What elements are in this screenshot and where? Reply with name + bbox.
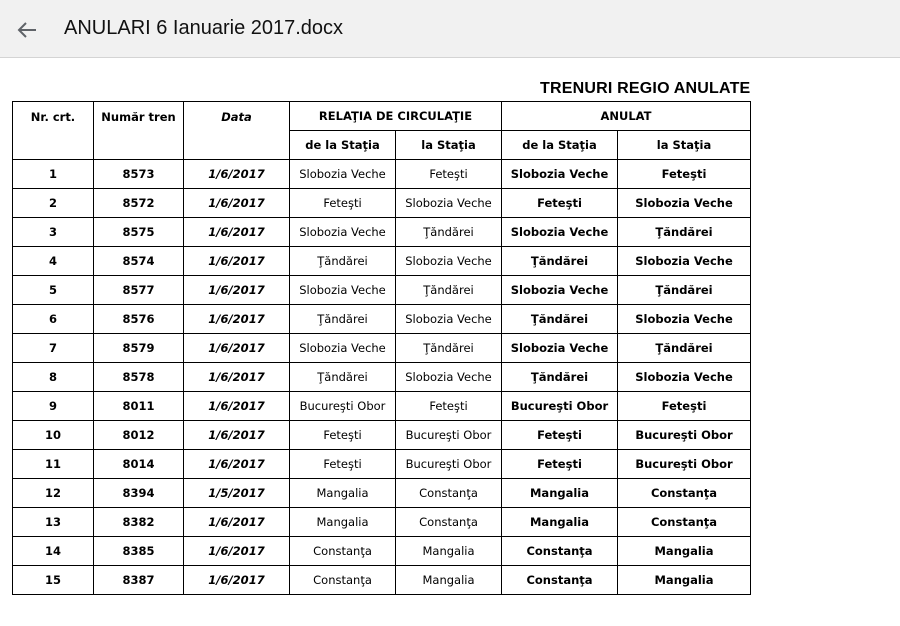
table-row <box>13 479 751 508</box>
table-body <box>13 160 751 595</box>
cell-de-la-statia: Feteşti <box>290 421 396 450</box>
cell-nr-crt: 15 <box>13 566 94 595</box>
cell-de-la-statia: Mangalia <box>290 508 396 537</box>
cell-data: 1/6/2017 <box>184 305 290 334</box>
cell-anulat-la-statia: Slobozia Veche <box>618 363 751 392</box>
header-anulat-la-statia: la Staţia <box>618 131 751 160</box>
table-row <box>13 566 751 595</box>
cell-nr-crt: 10 <box>13 421 94 450</box>
top-bar <box>0 0 900 58</box>
cell-anulat-la-statia: Ţăndărei <box>618 334 751 363</box>
cell-de-la-statia: Feteşti <box>290 450 396 479</box>
cell-anulat-la-statia: Bucureşti Obor <box>618 421 751 450</box>
table-row <box>13 334 751 363</box>
cell-anulat-de-la-statia: Ţăndărei <box>502 363 618 392</box>
cell-anulat-la-statia: Mangalia <box>618 537 751 566</box>
cell-numar-tren: 8394 <box>94 479 184 508</box>
cell-data: 1/6/2017 <box>184 421 290 450</box>
cell-de-la-statia: Slobozia Veche <box>290 218 396 247</box>
cell-numar-tren: 8577 <box>94 276 184 305</box>
cell-la-statia: Mangalia <box>396 537 502 566</box>
cell-nr-crt: 14 <box>13 537 94 566</box>
cell-de-la-statia: Slobozia Veche <box>290 276 396 305</box>
cell-anulat-la-statia: Slobozia Veche <box>618 247 751 276</box>
cell-la-statia: Bucureşti Obor <box>396 421 502 450</box>
header-de-la-statia: de la Staţia <box>290 131 396 160</box>
cell-de-la-statia: Slobozia Veche <box>290 334 396 363</box>
cell-la-statia: Slobozia Veche <box>396 363 502 392</box>
cell-data: 1/6/2017 <box>184 450 290 479</box>
cell-anulat-la-statia: Slobozia Veche <box>618 305 751 334</box>
cell-numar-tren: 8012 <box>94 421 184 450</box>
cell-anulat-la-statia: Slobozia Veche <box>618 189 751 218</box>
cell-la-statia: Bucureşti Obor <box>396 450 502 479</box>
cell-data: 1/6/2017 <box>184 537 290 566</box>
cell-nr-crt: 1 <box>13 160 94 189</box>
table-row <box>13 508 751 537</box>
table-row <box>13 305 751 334</box>
cell-data: 1/6/2017 <box>184 392 290 421</box>
cell-numar-tren: 8387 <box>94 566 184 595</box>
cell-de-la-statia: Mangalia <box>290 479 396 508</box>
table-row <box>13 218 751 247</box>
header-anulat: ANULAT <box>502 102 751 131</box>
back-button[interactable] <box>14 17 42 43</box>
cell-nr-crt: 11 <box>13 450 94 479</box>
cell-numar-tren: 8011 <box>94 392 184 421</box>
cell-anulat-de-la-statia: Feteşti <box>502 189 618 218</box>
cell-nr-crt: 5 <box>13 276 94 305</box>
cell-numar-tren: 8014 <box>94 450 184 479</box>
cell-data: 1/6/2017 <box>184 247 290 276</box>
cell-nr-crt: 7 <box>13 334 94 363</box>
cell-la-statia: Slobozia Veche <box>396 305 502 334</box>
cell-la-statia: Constanţa <box>396 508 502 537</box>
table-row <box>13 247 751 276</box>
document-heading: TRENURI REGIO ANULATE <box>540 80 751 97</box>
table-row <box>13 450 751 479</box>
cell-nr-crt: 8 <box>13 363 94 392</box>
cell-anulat-la-statia: Constanţa <box>618 479 751 508</box>
cell-la-statia: Ţăndărei <box>396 276 502 305</box>
cell-anulat-de-la-statia: Constanţa <box>502 537 618 566</box>
cell-nr-crt: 6 <box>13 305 94 334</box>
document-title: ANULARI 6 Ianuarie 2017.docx <box>64 17 344 39</box>
cell-la-statia: Constanţa <box>396 479 502 508</box>
cell-la-statia: Ţăndărei <box>396 334 502 363</box>
cell-data: 1/6/2017 <box>184 334 290 363</box>
cell-nr-crt: 4 <box>13 247 94 276</box>
cell-de-la-statia: Ţăndărei <box>290 247 396 276</box>
cell-numar-tren: 8573 <box>94 160 184 189</box>
cell-anulat-la-statia: Constanţa <box>618 508 751 537</box>
cell-nr-crt: 3 <box>13 218 94 247</box>
cell-nr-crt: 9 <box>13 392 94 421</box>
cell-data: 1/5/2017 <box>184 479 290 508</box>
cell-numar-tren: 8575 <box>94 218 184 247</box>
cell-numar-tren: 8382 <box>94 508 184 537</box>
cell-anulat-de-la-statia: Feteşti <box>502 421 618 450</box>
table-row <box>13 189 751 218</box>
cell-anulat-de-la-statia: Mangalia <box>502 479 618 508</box>
table-row <box>13 363 751 392</box>
cell-anulat-la-statia: Mangalia <box>618 566 751 595</box>
cell-anulat-de-la-statia: Slobozia Veche <box>502 334 618 363</box>
cell-de-la-statia: Feteşti <box>290 189 396 218</box>
cell-numar-tren: 8385 <box>94 537 184 566</box>
cell-data: 1/6/2017 <box>184 160 290 189</box>
cell-anulat-de-la-statia: Slobozia Veche <box>502 160 618 189</box>
cell-anulat-la-statia: Bucureşti Obor <box>618 450 751 479</box>
cell-data: 1/6/2017 <box>184 363 290 392</box>
cell-numar-tren: 8579 <box>94 334 184 363</box>
cell-data: 1/6/2017 <box>184 566 290 595</box>
cell-numar-tren: 8572 <box>94 189 184 218</box>
cell-de-la-statia: Constanţa <box>290 537 396 566</box>
cell-anulat-de-la-statia: Feteşti <box>502 450 618 479</box>
header-la-statia: la Staţia <box>396 131 502 160</box>
cell-la-statia: Feteşti <box>396 160 502 189</box>
cell-la-statia: Feteşti <box>396 392 502 421</box>
cell-data: 1/6/2017 <box>184 508 290 537</box>
table-row <box>13 276 751 305</box>
cell-anulat-de-la-statia: Bucureşti Obor <box>502 392 618 421</box>
cell-nr-crt: 2 <box>13 189 94 218</box>
cell-nr-crt: 13 <box>13 508 94 537</box>
cell-anulat-de-la-statia: Mangalia <box>502 508 618 537</box>
cell-data: 1/6/2017 <box>184 218 290 247</box>
cancelled-trains-table <box>12 101 751 595</box>
arrow-left-icon <box>14 17 42 43</box>
cell-nr-crt: 12 <box>13 479 94 508</box>
header-data: Data <box>184 102 290 160</box>
header-numar-tren: Număr tren <box>94 102 184 160</box>
cell-data: 1/6/2017 <box>184 276 290 305</box>
header-relatia-de-circulatie: RELAŢIA DE CIRCULAŢIE <box>290 102 502 131</box>
cell-la-statia: Ţăndărei <box>396 218 502 247</box>
cell-anulat-la-statia: Ţăndărei <box>618 218 751 247</box>
cell-numar-tren: 8574 <box>94 247 184 276</box>
cell-de-la-statia: Slobozia Veche <box>290 160 396 189</box>
cell-numar-tren: 8576 <box>94 305 184 334</box>
cell-anulat-de-la-statia: Ţăndărei <box>502 305 618 334</box>
table-row <box>13 160 751 189</box>
cell-de-la-statia: Ţăndărei <box>290 363 396 392</box>
cell-anulat-la-statia: Ţăndărei <box>618 276 751 305</box>
cell-anulat-de-la-statia: Constanţa <box>502 566 618 595</box>
cell-anulat-la-statia: Feteşti <box>618 392 751 421</box>
table-row <box>13 421 751 450</box>
cell-numar-tren: 8578 <box>94 363 184 392</box>
header-anulat-de-la-statia: de la Staţia <box>502 131 618 160</box>
cell-anulat-de-la-statia: Slobozia Veche <box>502 218 618 247</box>
cell-la-statia: Mangalia <box>396 566 502 595</box>
cell-de-la-statia: Constanţa <box>290 566 396 595</box>
cell-de-la-statia: Ţăndărei <box>290 305 396 334</box>
cell-data: 1/6/2017 <box>184 189 290 218</box>
cell-la-statia: Slobozia Veche <box>396 247 502 276</box>
cell-anulat-de-la-statia: Slobozia Veche <box>502 276 618 305</box>
table-row <box>13 537 751 566</box>
cell-anulat-la-statia: Feteşti <box>618 160 751 189</box>
cell-de-la-statia: Bucureşti Obor <box>290 392 396 421</box>
cell-la-statia: Slobozia Veche <box>396 189 502 218</box>
cell-anulat-de-la-statia: Ţăndărei <box>502 247 618 276</box>
header-nr-crt: Nr. crt. <box>13 102 94 160</box>
table-row <box>13 392 751 421</box>
